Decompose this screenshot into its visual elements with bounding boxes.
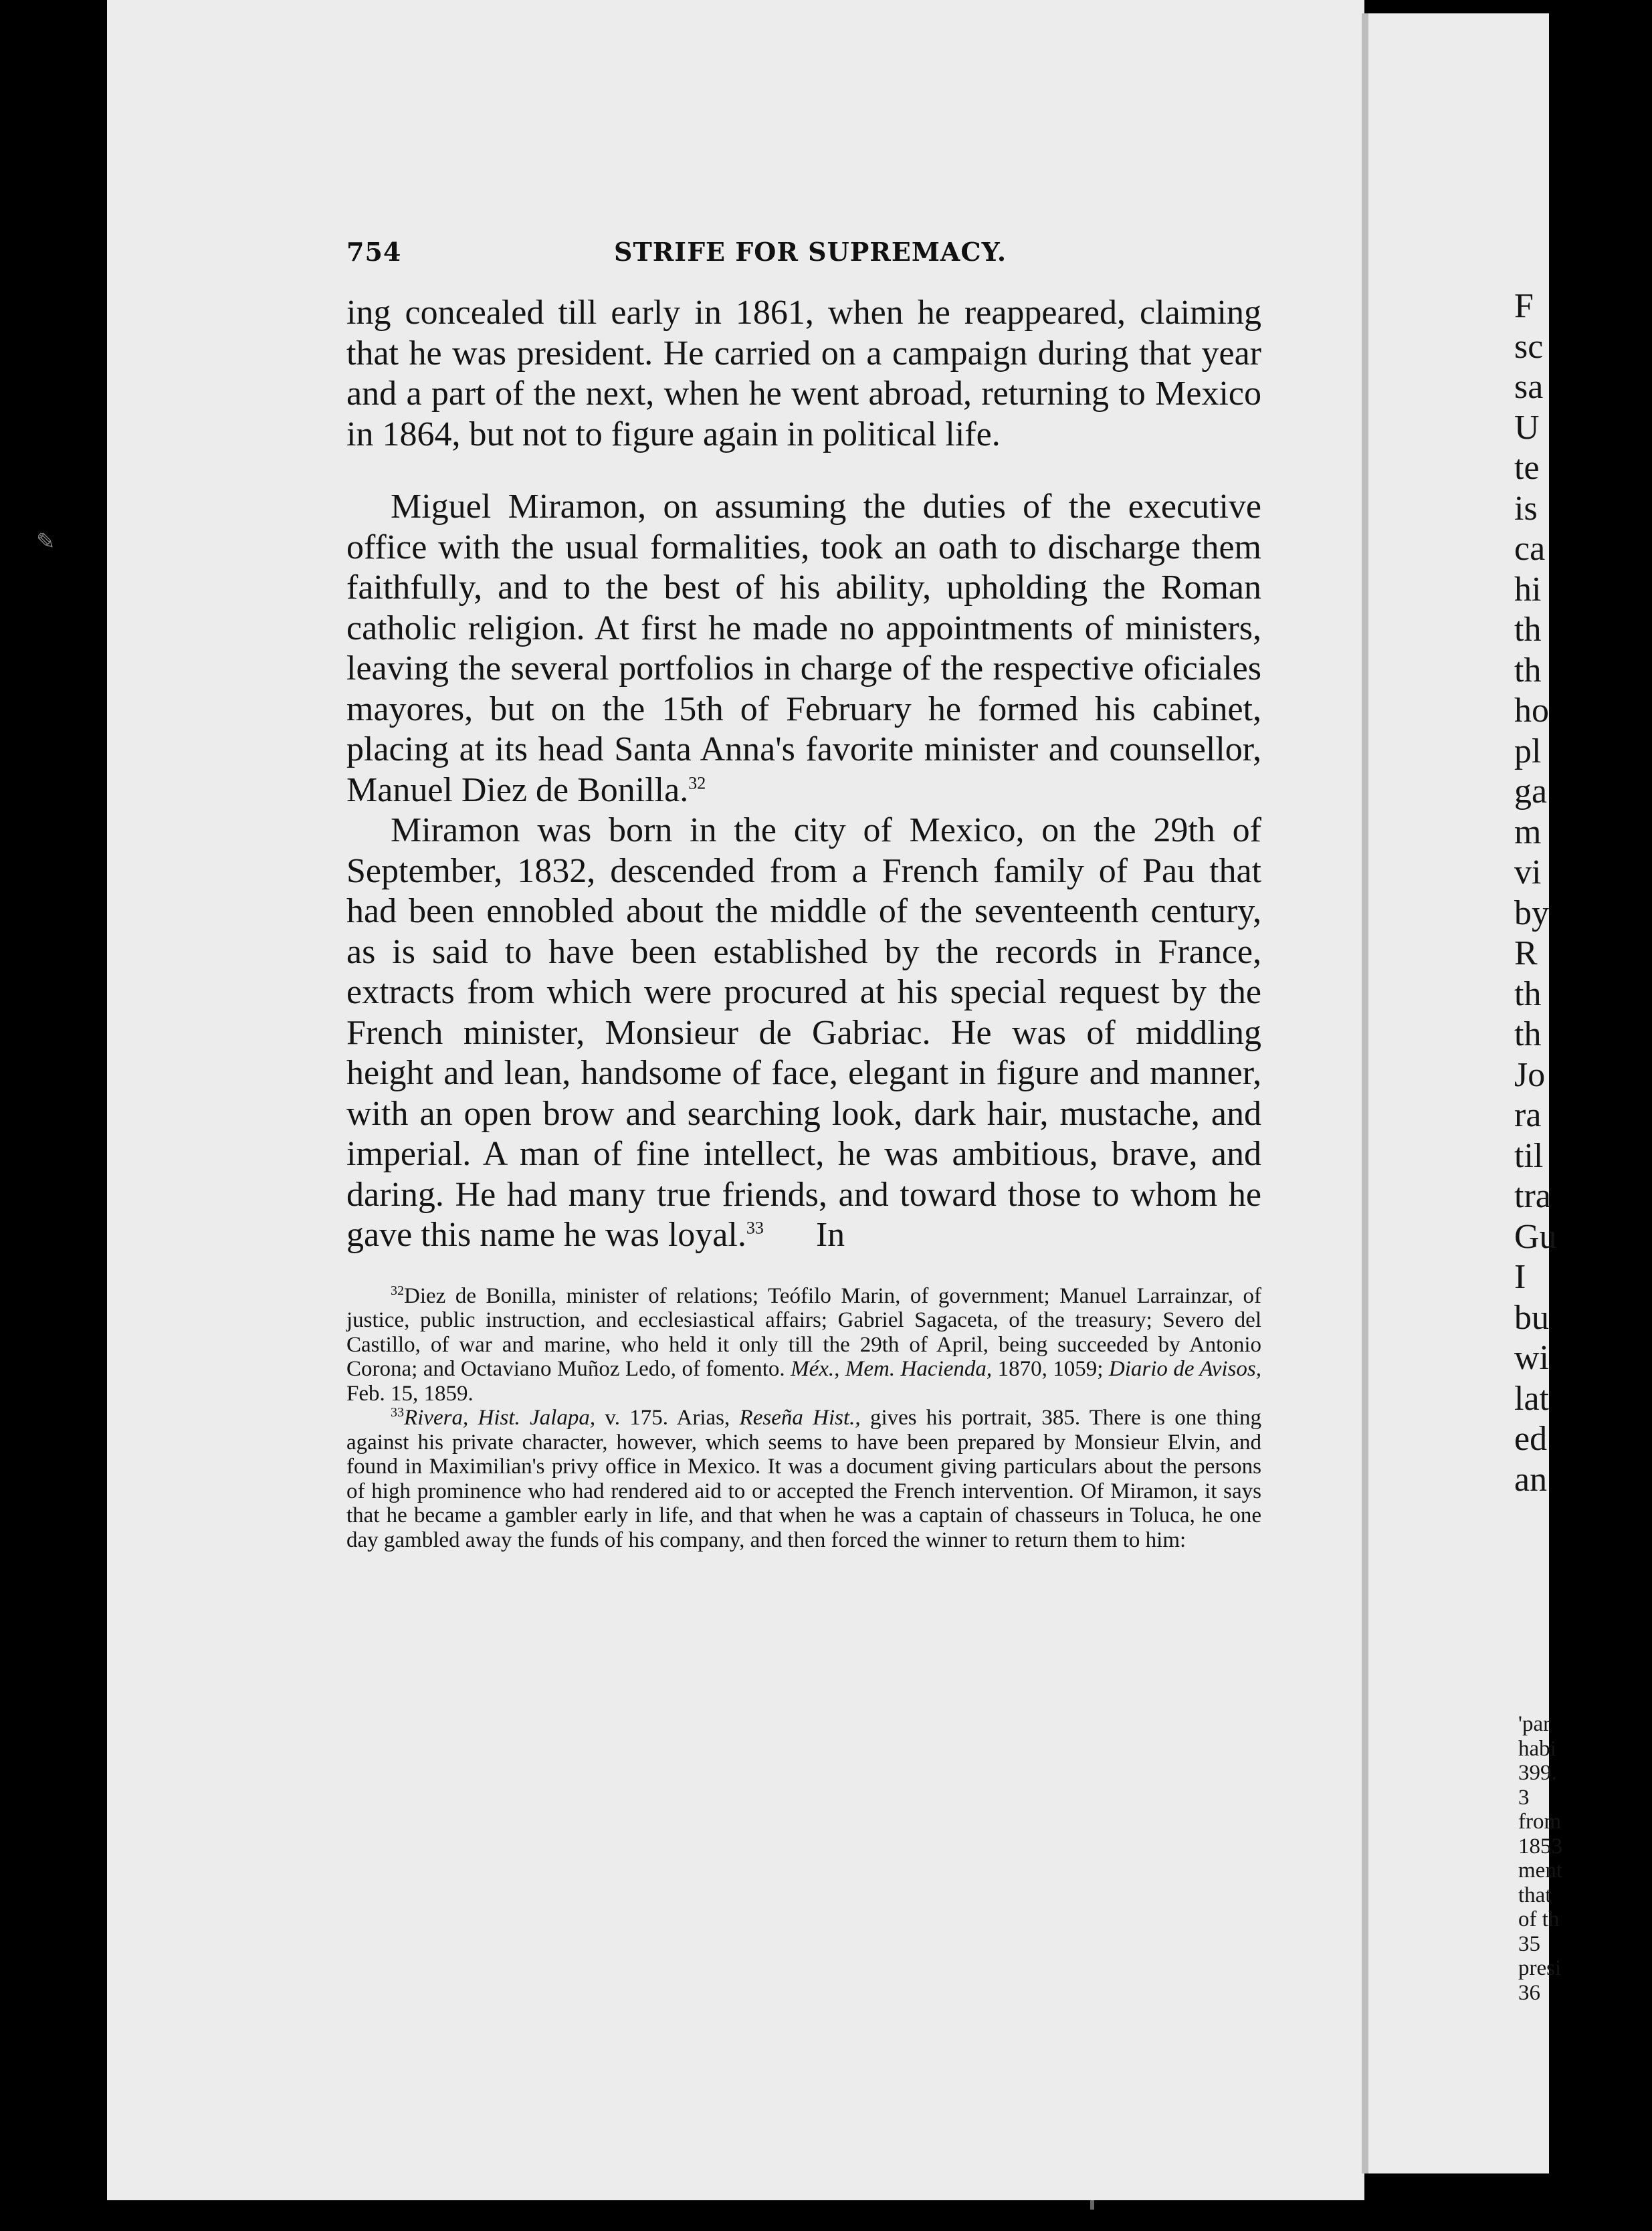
right-page-note-fragment: 35 — [1518, 1931, 1540, 1956]
paragraph-1-text: ing concealed till early in 1861, when he reappeared, claiming that he was president. He carried on a campaign during that year and a part of the next, when he went abroad, returning to Mexico in 1864, but not to figure again in political life. — [346, 294, 1261, 453]
footnote-32-citation-2: Diario de Avisos, — [1108, 1357, 1262, 1381]
right-page-line-fragment: th — [1514, 611, 1542, 649]
right-page-line-fragment: R — [1514, 934, 1538, 972]
right-page-note-fragment: of th — [1518, 1907, 1560, 1931]
right-page-note-fragment: 1853 — [1518, 1834, 1562, 1858]
right-page-line-fragment: bu — [1514, 1298, 1549, 1337]
right-page-line-fragment: pl — [1514, 732, 1542, 770]
right-page-line-fragment: is — [1514, 489, 1538, 528]
paragraph-3-text: Miramon was born in the city of Mexico, on the 29th of September, 1832, descended from a French family of Pau that had been ennobled about the middle of the seventeenth century, as is said to have been established by the records in France, extracts from which were procured at his special request by the French minister, Monsieur de Gabriac. He was of middling height and lean, handsome of face, elegant in figure and manner, with an open brow and searching look, dark hair, mustache, and imperial. A man of fine intellect, he was ambitious, brave, and daring. He had many true friends, and toward those to whom he gave this name he was loyal. — [346, 811, 1261, 1254]
right-page-note-fragments — [1518, 1712, 1652, 2005]
page-gutter — [1362, 13, 1368, 2173]
footnote-33-citation-2: Reseña Hist., — [739, 1406, 861, 1430]
paragraph-continued — [346, 293, 1261, 455]
right-page-note-fragment: from — [1518, 1810, 1562, 1834]
footnote-33-marker: 33 — [391, 1405, 404, 1420]
left-page — [107, 0, 1364, 2200]
footnote-33 — [346, 1406, 1261, 1552]
right-page-line-fragment: th — [1514, 651, 1542, 689]
right-page-line-fragment: U — [1514, 408, 1540, 447]
margin-smudge: ✎ — [36, 528, 56, 555]
right-page-line-fragment: ra — [1514, 1096, 1542, 1134]
right-page-line-fragment: F — [1514, 287, 1534, 325]
right-page-line-fragment: lat — [1514, 1379, 1549, 1418]
paragraph-3-tail: In — [815, 1216, 845, 1254]
right-page-fragments — [1514, 286, 1648, 1500]
right-page-note-fragment: presi — [1518, 1956, 1562, 1980]
right-page-line-fragment: ca — [1514, 530, 1546, 568]
right-page-line-fragment: Jo — [1514, 1055, 1546, 1094]
right-page-note-fragment: habi — [1518, 1736, 1556, 1761]
right-page-line-fragment: sc — [1514, 327, 1544, 366]
right-page-line-fragment: m — [1514, 813, 1542, 851]
footnote-33-citation: Rivera, Hist. Jalapa, — [404, 1406, 596, 1430]
right-page-line-fragment: an — [1514, 1460, 1548, 1499]
right-page-line-fragment: te — [1514, 449, 1540, 487]
footnote-32-text-c: Feb. 15, 1859. — [346, 1381, 474, 1406]
right-page-line-fragment: ed — [1514, 1420, 1548, 1458]
footnote-32-citation: Méx., Mem. Hacienda, — [791, 1357, 993, 1381]
right-page-note-fragment: 36 — [1518, 1980, 1540, 2005]
running-head-title: STRIFE FOR SUPREMACY. — [614, 237, 1007, 267]
paragraph-miramon-office — [346, 487, 1261, 811]
page-number: 754 — [346, 237, 402, 267]
footnote-32-text-b: 1870, 1059; — [997, 1357, 1104, 1381]
right-page-line-fragment: sa — [1514, 368, 1544, 406]
right-page-line-fragment: th — [1514, 974, 1542, 1013]
footnote-32 — [346, 1284, 1261, 1406]
footnote-33-text-b: gives his portrait, 385. There is one thing against his private character, however, which seems to have been prepared by Monsieur Elvin, and found in Maximilian's privy office in Mexico. It was a document giving particulars about the persons of high prominence who had rendered aid to or accepted the French intervention. Of Miramon, it says that he became a gambler early in life, and that when he was a captain of chasseurs in Toluca, he one day gambled away the funds of his company, and then forced the winner to return them to him: — [346, 1406, 1262, 1552]
right-page-line-fragment: th — [1514, 1015, 1542, 1053]
body-text — [346, 293, 1261, 1256]
footnote-32-marker: 32 — [391, 1283, 404, 1298]
right-page-line-fragment: hi — [1514, 570, 1542, 609]
right-page-line-fragment: I — [1514, 1258, 1526, 1296]
footnote-ref-33: 33 — [746, 1218, 764, 1238]
footnote-32-text: Diez de Bonilla, minister of relations; Teófilo Marin, of government; Manuel Larrainzar, of justice, public instruction, and ecclesiastical affairs; Gabriel Sagaceta, of the treasury; Severo del Castillo, of war and marine, who held it only till the 29th of April, being succeeded by Antonio Corona; and Octaviano Muñoz Ledo, of fomento. — [346, 1283, 1261, 1381]
paragraph-2-text: Miguel Miramon, on assuming the duties of the executive office with the usual formalities, took an oath to discharge them faithfully, and to the best of his ability, upholding the Roman catholic religion. At first he made no appointments of ministers, leaving the several portfolios in charge of the respective oficiales mayores, but on the 15th of February he formed his cabinet, placing at its head Santa Anna's favorite minister and counsellor, Manuel Diez de Bonilla. — [346, 488, 1261, 809]
paragraph-miramon-biography — [346, 811, 1261, 1256]
right-page-line-fragment: ho — [1514, 692, 1549, 730]
right-page-note-fragment: that — [1518, 1883, 1552, 1907]
right-page-note-fragment: 'par — [1518, 1712, 1551, 1736]
stray-mark — [1090, 2200, 1094, 2210]
right-page-line-fragment: wi — [1514, 1339, 1549, 1377]
right-page-line-fragment: by — [1514, 893, 1549, 932]
right-page-line-fragment: ga — [1514, 772, 1548, 811]
right-page-line-fragment: til — [1514, 1136, 1544, 1175]
running-head — [346, 237, 1363, 270]
right-page-note-fragment: 399. — [1518, 1761, 1557, 1785]
right-page-line-fragment: vi — [1514, 853, 1542, 891]
right-page-line-fragment: Gu — [1514, 1217, 1557, 1256]
right-page-note-fragment: ment — [1518, 1858, 1562, 1883]
left-page-content — [346, 237, 1363, 1552]
footnotes — [346, 1284, 1261, 1553]
right-page-note-fragment: 3 — [1518, 1785, 1530, 1810]
footnote-ref-32: 32 — [688, 773, 706, 793]
footnote-33-text: v. 175. Arias, — [605, 1406, 730, 1430]
right-page-line-fragment: tra — [1514, 1177, 1551, 1215]
